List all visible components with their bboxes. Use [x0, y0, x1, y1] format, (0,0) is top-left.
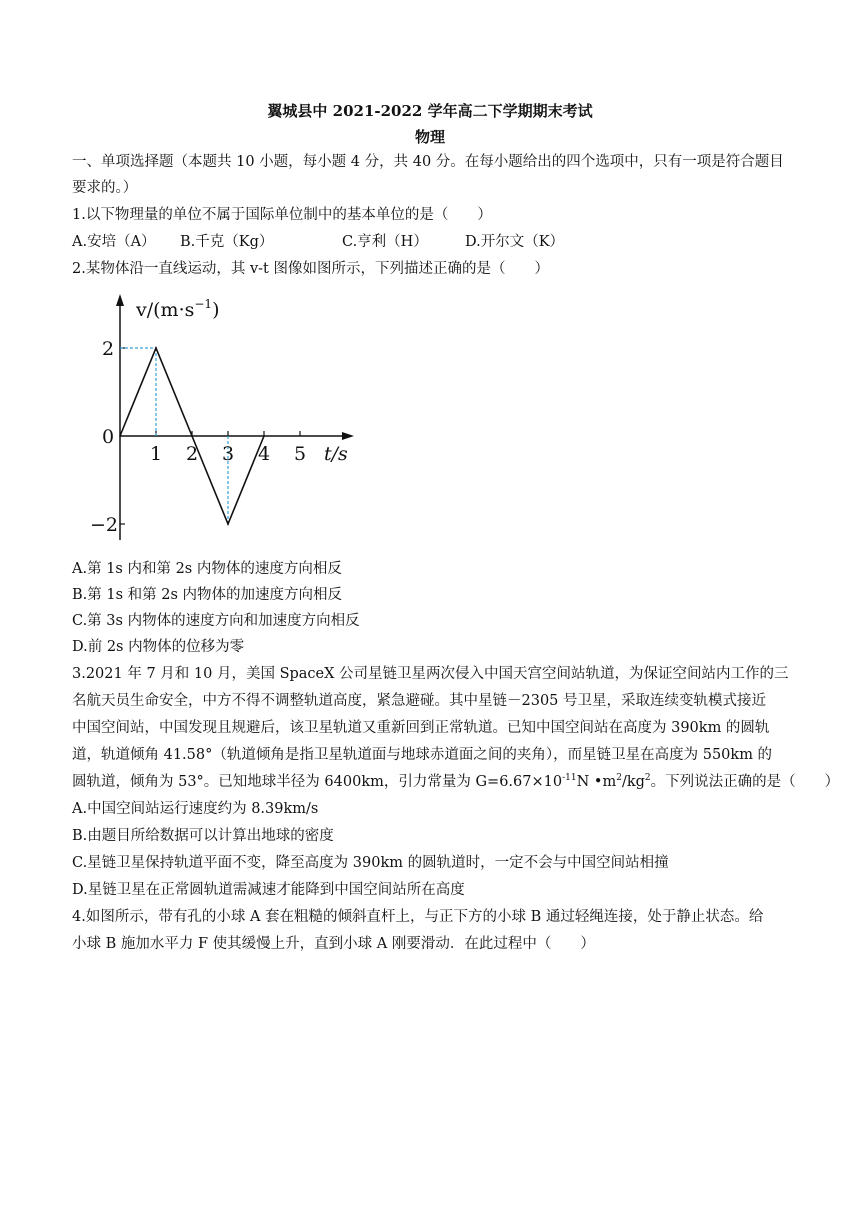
x-tick-label-0: 0	[102, 426, 115, 448]
q3-line-3: 中国空间站，中国发现且规避后，该卫星轨道又重新回到正常轨道。已知中国空间站在高度为 390km 的圆轨	[72, 720, 770, 736]
data-point-1	[155, 347, 157, 349]
q3-line-5-part-a: 圆轨道，倾角为 53°。已知地球半径为 6400km，引力常量为 G=6.67×10	[72, 774, 563, 790]
x-axis-arrow	[342, 432, 354, 440]
section-heading-line-1: 一、单项选择题（本题共 10 小题，每小题 4 分，共 40 分。在每小题给出的四个选项中，只有一项是符合题目	[72, 154, 784, 170]
q3-option-d: D.星链卫星在正常圆轨道需减速才能降到中国空间站所在高度	[72, 882, 465, 898]
q1-option-c: C.亨利（H）	[342, 234, 428, 250]
q3-line-5-part-d: 。下列说法正确的是（ ）	[650, 774, 840, 790]
x-tick-label-2: 2	[186, 443, 199, 465]
q3-line-1: 3.2021 年 7 月和 10 月，美国 SpaceX 公司星链卫星两次侵入中国天宫空间站轨道，为保证空间站内工作的三	[72, 666, 789, 682]
q2-option-a: A.第 1s 内和第 2s 内物体的速度方向相反	[72, 561, 342, 577]
vt-graph	[90, 288, 370, 548]
graph-axes	[116, 294, 354, 540]
q3-option-c: C.星链卫星保持轨道平面不变，降至高度为 390km 的圆轨道时，一定不会与中国空间站相撞	[72, 855, 669, 871]
subject-title: 物理	[414, 128, 445, 146]
y-axis-label	[135, 297, 219, 321]
q4-line-1: 4.如图所示，带有孔的小球 A 套在粗糙的倾斜直杆上，与正下方的小球 B 通过轻绳连接，处于静止状态。给	[72, 909, 764, 925]
exam-title: 翼城县中 2021-2022 学年高二下学期期末考试	[267, 102, 593, 120]
q1-option-d: D.开尔文（K）	[465, 234, 565, 250]
q3-exponent-3: 2	[644, 773, 651, 784]
question-2-stem: 2.某物体沿一直线运动，其 v-t 图像如图所示，下列描述正确的是（ ）	[72, 261, 549, 277]
x-tick-label-3: 3	[222, 443, 235, 465]
q3-option-b: B.由题目所给数据可以计算出地球的密度	[72, 828, 334, 844]
data-point-3	[227, 523, 229, 525]
y-axis-label-close: )	[212, 299, 220, 321]
q4-line-2: 小球 B 施加水平力 F 使其缓慢上升，直到小球 A 刚要滑动．在此过程中（ ）	[72, 936, 595, 952]
x-tick-label-4: 4	[258, 443, 271, 465]
y-tick-label-neg2: −2	[90, 514, 119, 536]
y-tick-label-2: 2	[102, 338, 115, 360]
q3-option-a: A.中国空间站运行速度约为 8.39km/s	[72, 801, 319, 817]
data-point-0	[119, 435, 121, 437]
y-axis-label-exponent: −1	[194, 297, 213, 311]
q3-line-5-part-c: /kg	[621, 774, 645, 790]
x-tick-label-5: 5	[294, 443, 307, 465]
y-axis-label-main: v/(m·s	[136, 299, 195, 321]
y-axis-arrow	[116, 294, 124, 306]
x-tick-label-1: 1	[150, 443, 163, 465]
q2-option-d: D.前 2s 内物体的位移为零	[72, 639, 245, 655]
q3-exponent-2: 2	[616, 773, 622, 784]
q2-option-c: C.第 3s 内物体的速度方向和加速度方向相反	[72, 613, 360, 629]
q1-option-a: A.安培（A）	[72, 234, 156, 250]
q3-line-2: 名航天员生命安全，中方不得不调整轨道高度，紧急避碰。其中星链－2305 号卫星，采取连续变轨模式接近	[72, 693, 767, 709]
data-point-2	[191, 435, 193, 437]
question-1-stem: 1.以下物理量的单位不属于国际单位制中的基本单位的是（ ）	[72, 207, 492, 223]
section-heading-line-2: 要求的。）	[72, 180, 138, 196]
q3-line-4: 道，轨道倾角 41.58°（轨道倾角是指卫星轨道面与地球赤道面之间的夹角），而星链卫星在高度为 550km 的	[72, 747, 773, 763]
q1-option-b: B.千克（Kg）	[180, 234, 274, 250]
q2-option-b: B.第 1s 和第 2s 内物体的加速度方向相反	[72, 587, 343, 603]
x-axis-label: t/s	[324, 443, 348, 465]
q3-exponent: -11	[562, 773, 577, 784]
data-point-4	[263, 435, 265, 437]
q3-line-5	[72, 773, 839, 791]
q3-line-5-part-b: N •m	[576, 774, 617, 790]
